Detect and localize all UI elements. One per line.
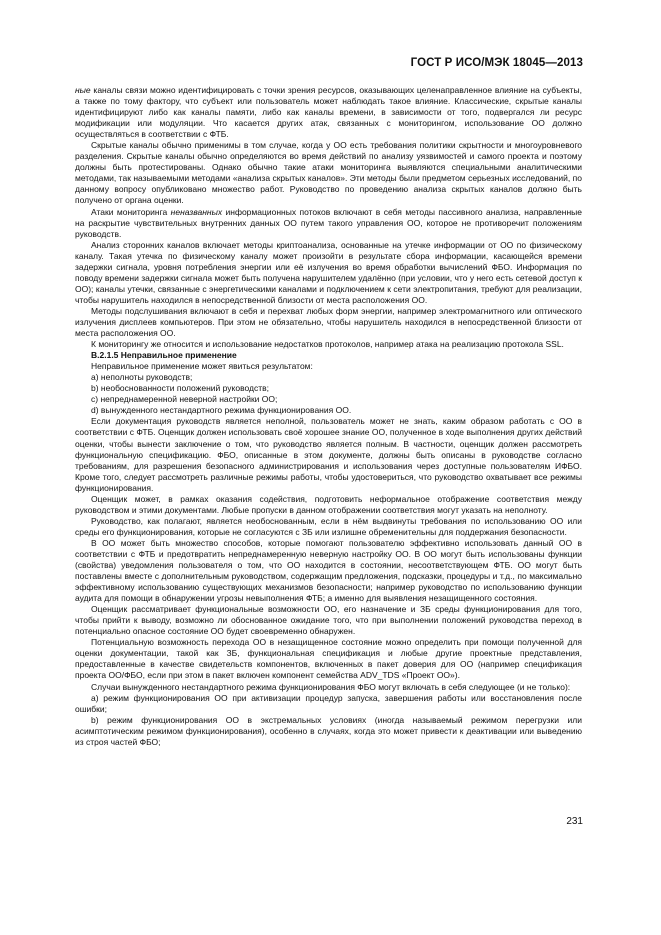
paragraph: Если документация руководств является неполной, пользователь может не знать, каким образом работать с ОО в соответствии с ФТБ. Оценщик должен использовать своё хорошее знание ОО, полученное в ходе выполнения других действий оценки, чтобы вынести заключение о том, что руководство является полным. В частности, оценщик должен рассмотреть функциональную спецификацию. ФБО, описанные в этом документе, должны быть описаны в руководстве согласно требованиям, для разрешения безопасного администрирования и использования через доступные пользователям ИФБО. Кроме того, следует рассмотреть различные режимы работы, чтобы удостовериться, что руководство охватывает все режимы функционирования. xyxy=(75,416,582,493)
paragraph xyxy=(75,207,582,240)
list-item: c) непреднамеренной неверной настройки ОО; xyxy=(91,394,278,405)
page-number: 231 xyxy=(566,816,583,827)
list-item: d) вынужденного нестандартного режима функционирования ОО. xyxy=(91,405,352,416)
paragraph: Методы подслушивания включают в себя и перехват любых форм энергии, например электромагнитного или оптического излучения дисплеев компьютеров. При этом не обязательно, чтобы нарушитель находился в непосредственной близости от места расположения ОО. xyxy=(75,305,582,339)
paragraph-continued xyxy=(75,85,582,140)
paragraph: Анализ сторонних каналов включает методы криптоанализа, основанные на утечке информации от ОО по физическому каналу. Такая утечка по физическому каналу может произойти в результате сбора информации, касающейся времени задержки сигнала, уровня потребления энергии или её излучения во время обработки вычислений ФБО. Информация по поводу времени задержки сигнала может быть получена нарушителем удалённо (при условии, что у него есть сетевой доступ к ОО); каналы утечки, связанные с энергетическими каналами и подключением к сети электропитания, требуют для реализации, чтобы нарушитель находился в непосредственной близости от места расположения ОО. xyxy=(75,239,582,305)
paragraph: Потенциальную возможность перехода ОО в незащищенное состояние можно определить при помощи полученной для оценки документации, такой как ЗБ, функциональная спецификация и любые другие проектные представления, предоставленные в качестве свидетельств компонентов, включенных в пакет доверия для ОО (например спецификация проекта ОО/ФБО, если при этом в пакет включен компонент семейства ADV_TDS «Проект ОО»). xyxy=(75,637,582,681)
document-code-header: ГОСТ Р ИСО/МЭК 18045—2013 xyxy=(410,57,583,69)
italic-lead: ные xyxy=(75,85,91,95)
list-item: a) неполноты руководств; xyxy=(91,372,193,383)
paragraph-text: Атаки мониторинга xyxy=(91,206,171,217)
paragraph: Случаи вынужденного нестандартного режима функционирования ФБО могут включать в себя следующее (и не только): xyxy=(91,681,571,692)
italic-term: неназванных xyxy=(170,206,223,217)
section-heading: В.2.1.5 Неправильное применение xyxy=(91,350,237,361)
paragraph: Оценщик может, в рамках оказания содействия, подготовить неформальное отображение соответствия между руководством и этими документами. Любые пропуски в данном отображении соответствия могут указать на неполноту. xyxy=(75,493,582,515)
paragraph-text: каналы связи можно идентифицировать с точки зрения ресурсов, оказывающих целенаправленное влияние на субъекты, а также по тому фактору, что субъект или пользователь может наблюдать такое влияние. Классические, скрытые каналы идентифицируют либо как каналы памяти, либо как каналы времени, в зависимости от того, подвергался ли ресурс модификации или модуляции. Что касается других атак, связанных с мониторингом, использование ОО должно осуществляться в соответствии с ФТБ. xyxy=(75,85,582,140)
paragraph: Руководство, как полагают, является необоснованным, если в нём выдвинуты требования по использованию ОО или среды его функционирования, которые не согласуются с ЗБ или излишне обременительны для поддержания безопасности. xyxy=(75,515,582,537)
document-body xyxy=(75,85,582,748)
list-item: b) режим функционирования ОО в экстремальных условиях (иногда называемый режимом перегрузки или асимптотическим режимом функционирования), особенно в случаях, когда это может привести к деактивации или выведению из строя частей ФБО; xyxy=(75,714,582,747)
list-item: a) режим функционирования ОО при активизации процедур запуска, завершения работы или восстановления после ошибки; xyxy=(75,692,582,714)
paragraph: К мониторингу же относится и использование недостатков протоколов, например атака на реализацию протокола SSL. xyxy=(91,339,564,350)
paragraph: Оценщик рассматривает функциональные возможности ОО, его назначение и ЗБ среды функционирования для того, чтобы прийти к выводу, возможно ли обоснованное ожидание того, что при выполнении положений руководства переход в потенциально опасное состояние ОО будет своевременно обнаружен. xyxy=(75,604,582,637)
section-intro: Неправильное применение может явиться результатом: xyxy=(91,361,313,372)
list-item: b) необоснованности положений руководств; xyxy=(91,383,270,394)
paragraph-text: информационных потоков включают в себя методы пассивного анализа, направленные на раскрытие чувствительных внутренних данных ОО путем такого управления ОО, которое не противоречит положениям руководств. xyxy=(75,206,582,239)
paragraph: Скрытые каналы обычно применимы в том случае, когда у ОО есть требования политики скрытности и многоуровневого разделения. Скрытые каналы обычно определяются во время действий по анализу уязвимостей и самого проекта и поэтому должны быть протестированы. Однако обычно такие атаки мониторинга выявляются специальными аналитическими методами, так называемыми методами «анализа скрытых каналов». Эти методы были предметом серьезных исследований, по данному вопросу опубликовано множество работ. Руководство по проведению анализа скрытых каналов должно быть получено от органа оценки. xyxy=(75,140,582,206)
paragraph: В ОО может быть множество способов, которые помогают пользователю эффективно использовать данный ОО в соответствии с ФТБ и предотвратить непреднамеренную неверную настройку ОО. В ОО могут быть использованы функции (свойства) уведомления пользователя о том, что ОО находится в состоянии, несоответствующем ФТБ. ОО могут быть поставлены вместе с дополнительным руководством, содержащим предложения, подсказки, процедуры и т.д., по максимально эффективному использованию существующих механизмов безопасности; например руководство по использованию функции аудита для помощи в обнаружении угрозы невыполнения ФТБ; а именно для выявления незащищенного состояния. xyxy=(75,537,582,604)
